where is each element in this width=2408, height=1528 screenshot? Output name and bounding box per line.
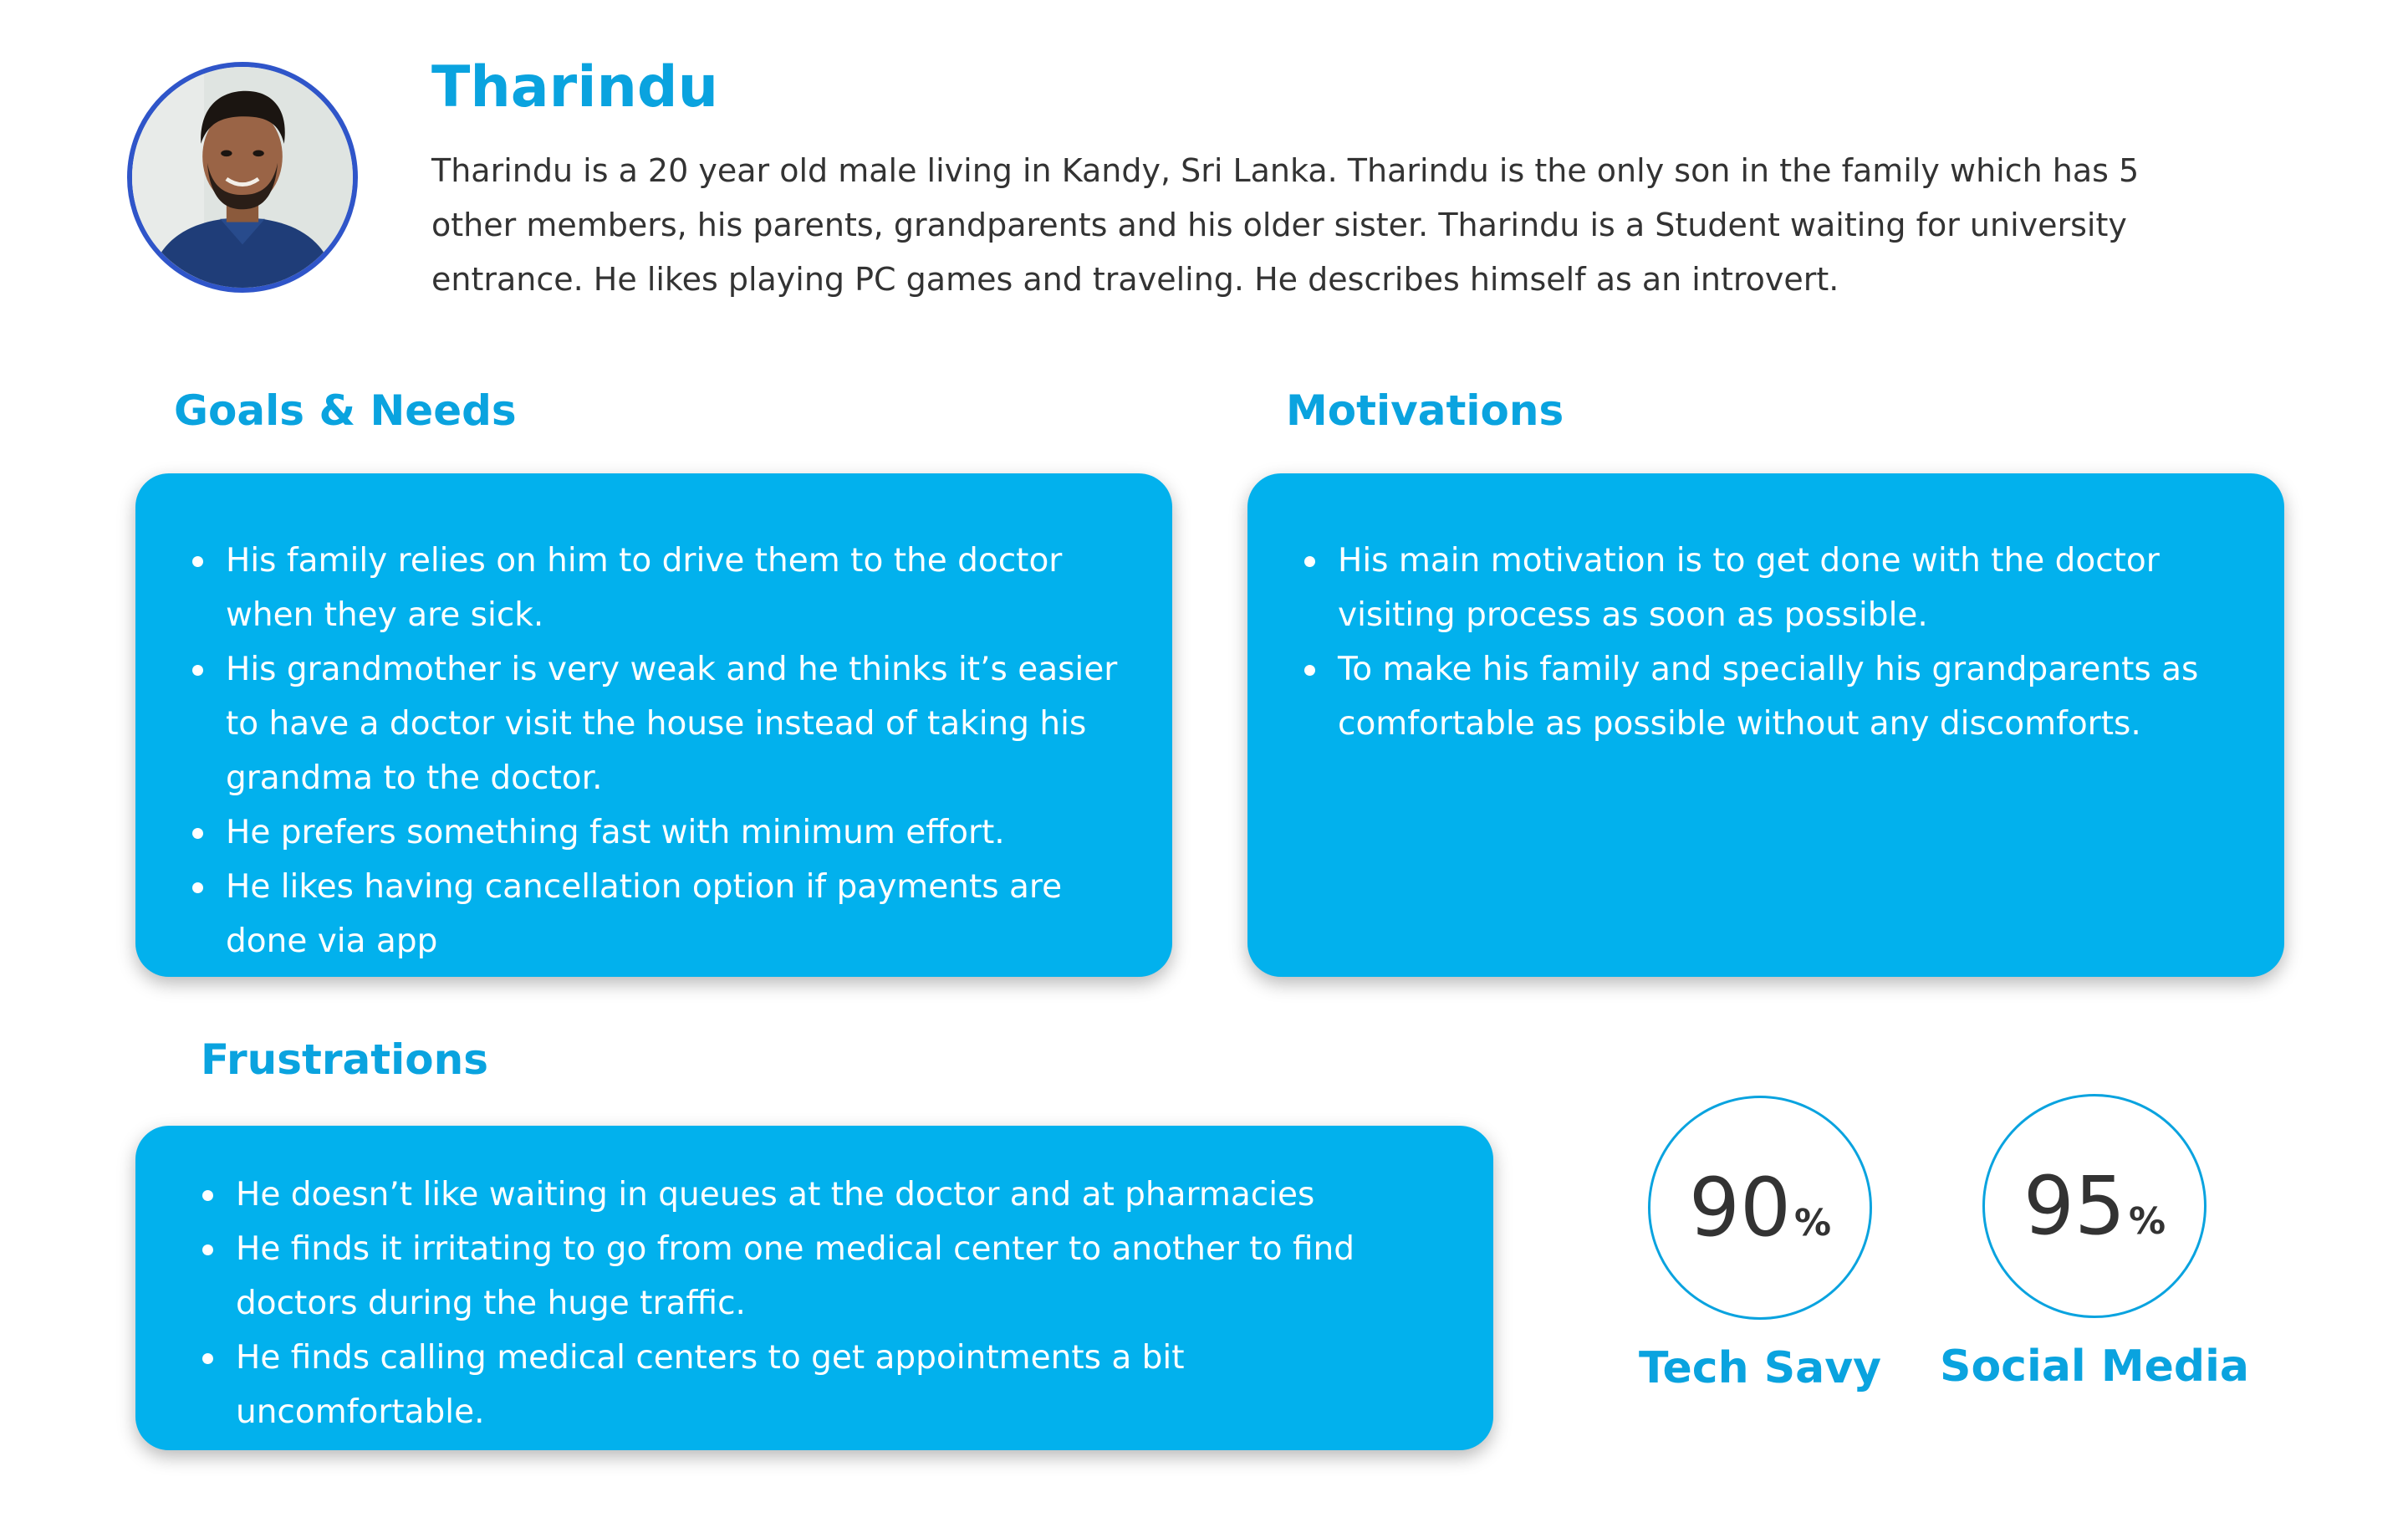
stat-tech-savy [1597, 1096, 1923, 1393]
person-photo-icon [132, 67, 353, 288]
list-item: He prefers something fast with minimum effort. [226, 805, 1139, 860]
motivations-card [1247, 473, 2284, 977]
goals-list [226, 534, 1139, 968]
goals-title: Goals & Needs [174, 386, 517, 435]
goals-card [135, 473, 1172, 977]
persona-name: Tharindu [431, 54, 719, 120]
stat-label: Tech Savy [1638, 1343, 1882, 1393]
stat-label: Social Media [1940, 1341, 2249, 1392]
stat-value: 95 [2023, 1159, 2126, 1253]
motivations-title: Motivations [1286, 386, 1564, 435]
list-item: He finds calling medical centers to get appointments a bit uncomfortable. [236, 1331, 1443, 1439]
frustrations-list [236, 1168, 1443, 1439]
list-item: His grandmother is very weak and he thinks it’s easier to have a doctor visit the house instead of taking his grandma to the doctor. [226, 642, 1139, 805]
list-item: His family relies on him to drive them to the doctor when they are sick. [226, 534, 1139, 642]
list-item: His main motivation is to get done with the doctor visiting process as soon as possible. [1338, 534, 2209, 642]
stat-unit: % [2129, 1199, 2166, 1243]
motivations-list [1338, 534, 2209, 751]
stat-unit: % [1794, 1201, 1832, 1244]
stat-circle [1648, 1096, 1872, 1320]
stat-value: 90 [1688, 1161, 1792, 1255]
stat-social-media [1931, 1094, 2258, 1392]
frustrations-title: Frustrations [201, 1035, 489, 1084]
stat-circle [1982, 1094, 2206, 1318]
avatar [127, 62, 358, 293]
list-item: He finds it irritating to go from one medical center to another to find doctors during the huge traffic. [236, 1222, 1443, 1331]
persona-bio: Tharindu is a 20 year old male living in Kandy, Sri Lanka. Tharindu is the only son in the family which has 5 other members, his parents, grandparents and his older sister. Tharindu is a Student waiting for university entrance. He likes playing PC games and traveling. He describes himself as an introvert. [431, 152, 2140, 298]
list-item: To make his family and specially his grandparents as comfortable as possible without any discomforts. [1338, 642, 2209, 751]
list-item: He doesn’t like waiting in queues at the doctor and at pharmacies [236, 1168, 1443, 1222]
frustrations-card [135, 1126, 1493, 1450]
list-item: He likes having cancellation option if payments are done via app [226, 860, 1139, 968]
